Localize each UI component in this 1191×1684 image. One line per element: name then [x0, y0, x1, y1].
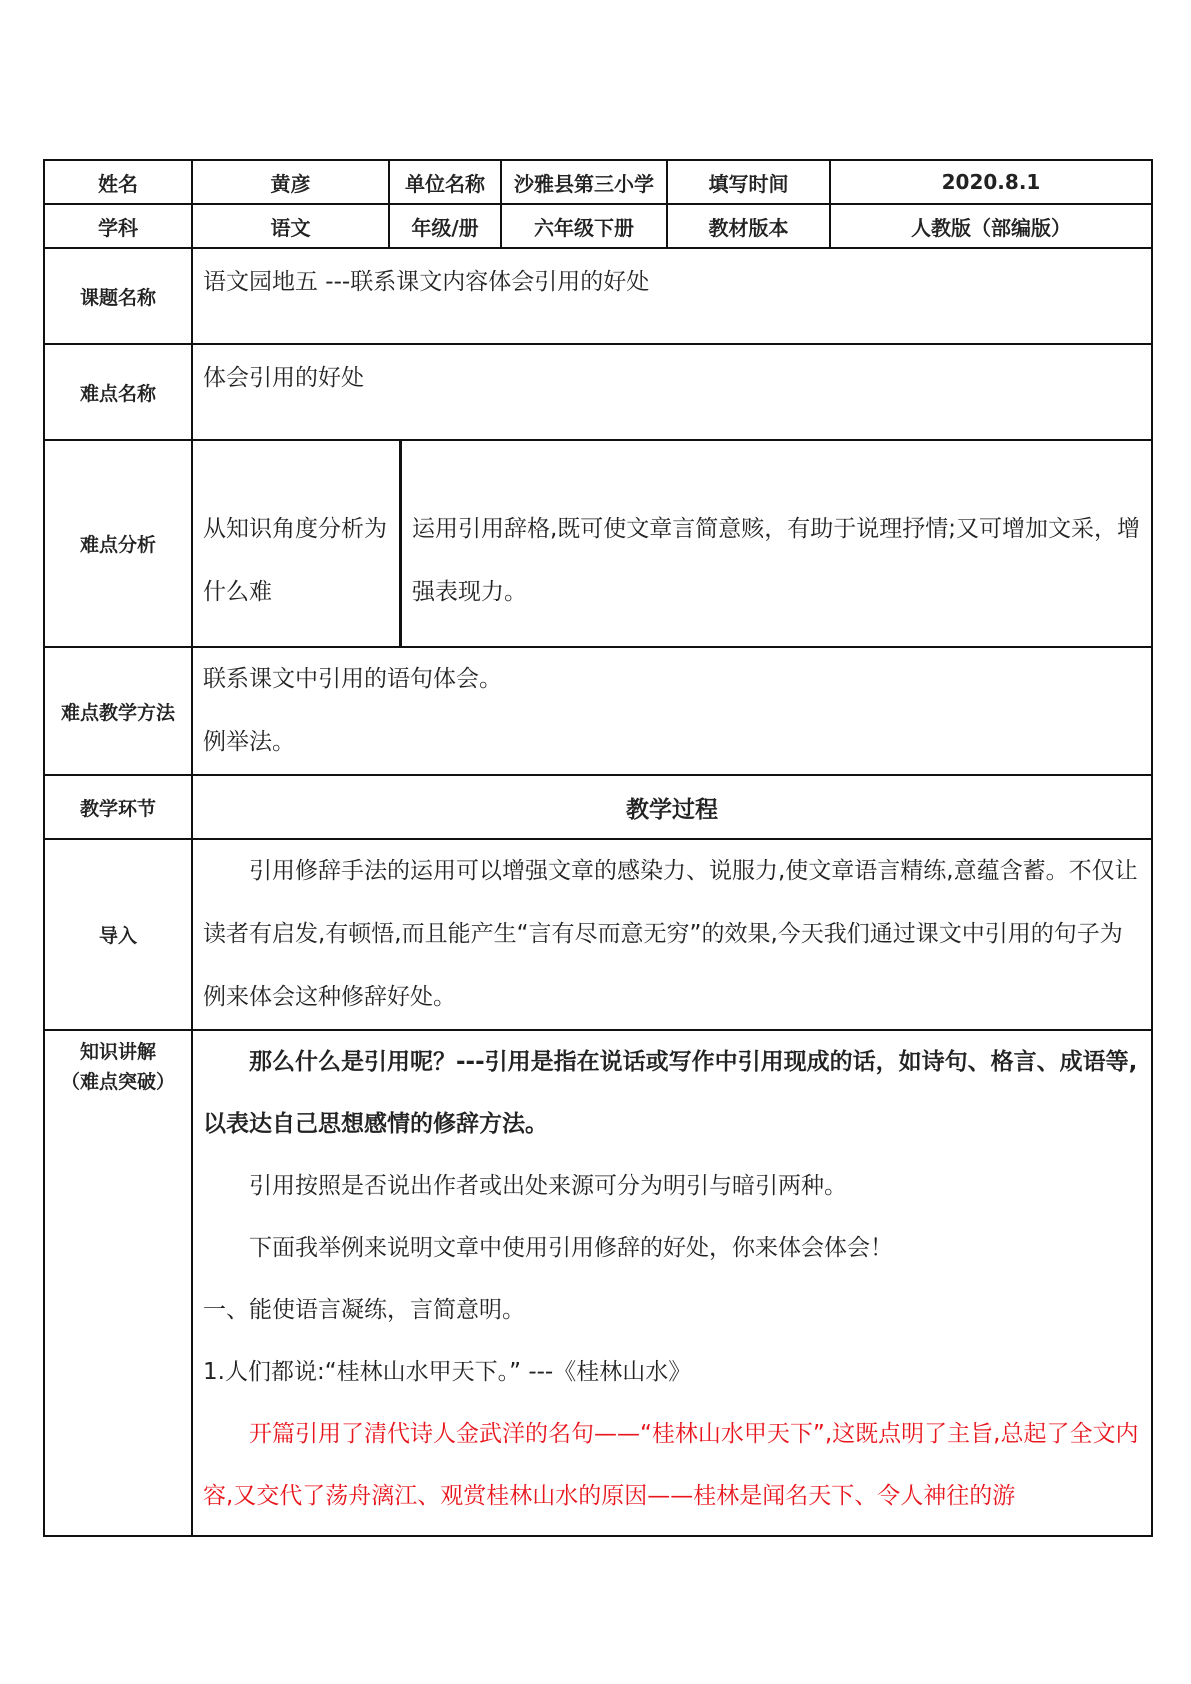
analysis-label: 难点分析: [44, 440, 192, 647]
intro-row: [44, 839, 1152, 1030]
grade-value: 六年级下册: [501, 204, 667, 248]
method-line-2: 例举法。: [203, 729, 295, 755]
analysis-question: 从知识角度分析为什么难: [193, 441, 401, 646]
knowledge-row: [44, 1030, 1152, 1536]
edition-label: 教材版本: [667, 204, 830, 248]
difficulty-value: 体会引用的好处: [192, 344, 1152, 440]
analysis-inner-table: [193, 441, 1151, 646]
unit-label: 单位名称: [389, 160, 501, 204]
intro-content: [192, 839, 1152, 1030]
example-one-analysis: 开篇引用了清代诗人金武洋的名句——“桂林山水甲天下”,这既点明了主旨,总起了全文内容,又交代了荡舟漓江、观赏桂林山水的原因——桂林是闻名天下、令人神往的游: [203, 1421, 1139, 1509]
name-value: 黄彦: [192, 160, 389, 204]
lesson-plan-table: [43, 159, 1153, 1537]
classification-paragraph: 引用按照是否说出作者或出处来源可分为明引与暗引两种。: [249, 1173, 847, 1199]
method-row: [44, 647, 1152, 775]
difficulty-label: 难点名称: [44, 344, 192, 440]
example-one-quote: 1.人们都说:“桂林山水甲天下。” ---《桂林山水》: [203, 1359, 692, 1385]
difficulty-row: [44, 344, 1152, 440]
intro-text: 引用修辞手法的运用可以增强文章的感染力、说服力,使文章语言精练,意蕴含蓄。不仅让读者有启发,有顿悟,而且能产生“言有尽而意无穷”的效果,今天我们通过课文中引用的句子为例来体会这种修辞好处。: [203, 858, 1138, 1010]
lesson-plan-sheet: [43, 159, 1151, 1537]
knowledge-label-line-1: 知识讲解: [79, 1041, 156, 1063]
subject-value: 语文: [192, 204, 389, 248]
topic-value: 语文园地五 ---联系课文内容体会引用的好处: [192, 248, 1152, 344]
method-line-1: 联系课文中引用的语句体会。: [203, 666, 502, 692]
point-one-heading: 一、能使语言凝练，言简意明。: [203, 1297, 525, 1323]
header-row-1: [44, 160, 1152, 204]
unit-value: 沙雅县第三小学: [501, 160, 667, 204]
definition-paragraph: 那么什么是引用呢？---引用是指在说话或写作中引用现成的话，如诗句、格言、成语等,以表达自己思想感情的修辞方法。: [203, 1049, 1138, 1137]
edition-value: 人教版（部编版）: [830, 204, 1152, 248]
grade-label: 年级/册: [389, 204, 501, 248]
steps-label: 教学环节: [44, 775, 192, 839]
name-label: 姓名: [44, 160, 192, 204]
process-heading: 教学过程: [192, 775, 1152, 839]
analysis-answer: 运用引用辞格,既可使文章言简意赅，有助于说理抒情;又可增加文采，增强表现力。: [412, 515, 1141, 605]
knowledge-label: [44, 1030, 192, 1536]
knowledge-label-line-2: （难点突破）: [60, 1071, 175, 1093]
date-value: 2020.8.1: [830, 160, 1152, 204]
method-content: [192, 647, 1152, 775]
example-intro-paragraph: 下面我举例来说明文章中使用引用修辞的好处，你来体会体会！: [249, 1235, 893, 1261]
header-row-2: [44, 204, 1152, 248]
intro-label: 导入: [44, 839, 192, 1030]
knowledge-content: [192, 1030, 1152, 1536]
topic-row: [44, 248, 1152, 344]
analysis-row: [44, 440, 1152, 647]
steps-row: [44, 775, 1152, 839]
topic-label: 课题名称: [44, 248, 192, 344]
subject-label: 学科: [44, 204, 192, 248]
date-label: 填写时间: [667, 160, 830, 204]
method-label: 难点教学方法: [44, 647, 192, 775]
analysis-content: [192, 440, 1152, 647]
